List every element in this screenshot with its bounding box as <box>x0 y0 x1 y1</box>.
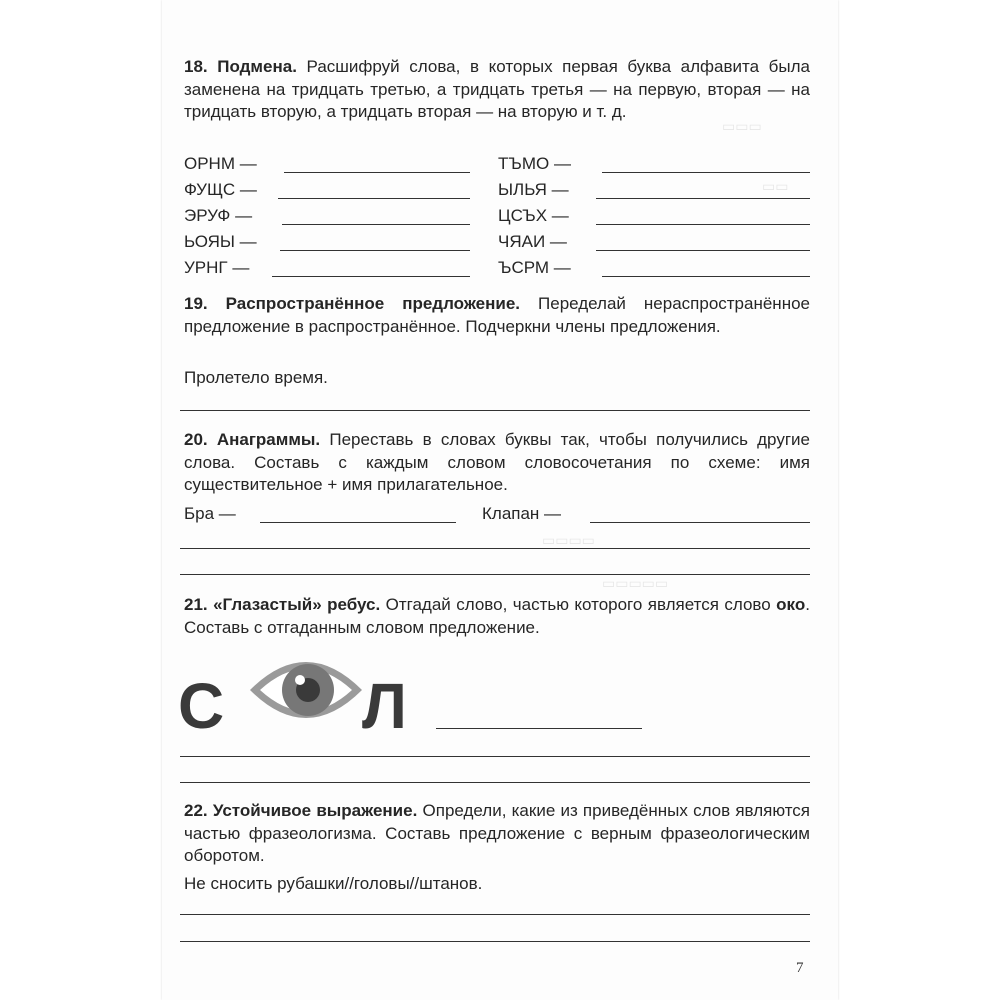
answer-line[interactable] <box>180 782 810 783</box>
task-18-word-right-5: ЪСРМ — <box>498 258 571 277</box>
answer-line[interactable] <box>284 172 470 173</box>
bleed-through-decoration: ▭▭ <box>762 178 789 194</box>
task-18-word-right-3: ЦСЪХ — <box>498 206 569 225</box>
answer-line[interactable] <box>180 410 810 411</box>
answer-line[interactable] <box>180 574 810 575</box>
answer-line[interactable] <box>280 250 470 251</box>
answer-line[interactable] <box>180 941 810 942</box>
task-21-title: «Глазастый» ребус. <box>213 595 381 614</box>
task-22-example: Не сносить рубашки//головы//штанов. <box>184 874 483 893</box>
task-22-title: Устойчивое выражение. <box>212 801 418 820</box>
answer-line[interactable] <box>282 224 470 225</box>
task-18-text <box>184 56 810 124</box>
task-21-text <box>184 594 810 639</box>
task-20-title: Анаграммы. <box>216 430 321 449</box>
answer-line[interactable] <box>590 522 810 523</box>
answer-line[interactable] <box>602 276 810 277</box>
bleed-through-decoration: ▭▭▭▭ <box>542 532 595 548</box>
task-21-number: 21. <box>184 595 208 614</box>
task-22-text <box>184 800 810 868</box>
task-21-body: Отгадай слово, частью которого является слово <box>385 595 771 614</box>
answer-line[interactable] <box>596 198 810 199</box>
task-21-body-end: . Составь с отгаданным словом предложение. <box>184 595 810 637</box>
task-18-word-left-4: ЬОЯЫ — <box>184 232 257 251</box>
task-20-word-2: Клапан — <box>482 504 562 523</box>
answer-line[interactable] <box>436 728 642 729</box>
bleed-through-decoration: ▭▭▭ <box>722 118 762 134</box>
answer-line[interactable] <box>180 756 810 757</box>
task-19-body: Переделай нераспространённое предложение в распространённое. Подчеркни члены предложения. <box>184 294 810 336</box>
task-18-title: Подмена. <box>217 57 297 76</box>
task-18-word-left-5: УРНГ — <box>184 258 250 277</box>
workbook-page <box>162 0 838 1000</box>
task-18-word-right-2: ЫЛЬЯ — <box>498 180 569 199</box>
rebus-letter-left: С <box>178 670 225 742</box>
task-18-word-right-1: ТЪМО — <box>498 154 571 173</box>
task-18-body: Расшифруй слова, в которых первая буква алфавита была заменена на тридцать третью, а тридцать третья — на первую, вторая — на тридцать вторую, а тридцать вторая — на вторую и т. д. <box>184 57 810 121</box>
task-19-number: 19. <box>184 294 208 313</box>
task-18-word-right-4: ЧЯАИ — <box>498 232 567 251</box>
task-21-keyword: око <box>776 595 806 614</box>
page-number: 7 <box>796 960 804 976</box>
task-22-body: Определи, какие из приведённых слов являются частью фразеологизма. Составь предложение с верным фразеологическим оборотом. <box>184 801 811 865</box>
task-19-text <box>184 293 810 338</box>
task-20-number: 20. <box>184 430 208 449</box>
answer-line[interactable] <box>596 224 810 225</box>
rebus-letter-right: Л <box>362 670 407 742</box>
task-20-text <box>184 429 810 497</box>
answer-line[interactable] <box>260 522 456 523</box>
answer-line[interactable] <box>180 548 810 549</box>
task-22-number: 22. <box>184 801 208 820</box>
task-20-word-1: Бра — <box>184 504 236 523</box>
task-20-body: Переставь в словах буквы так, чтобы получились другие слова. Составь с каждым словом словосочетания по схеме: имя существительное + имя прилагательное. <box>184 430 810 494</box>
answer-line[interactable] <box>278 198 470 199</box>
task-19-example: Пролетело время. <box>184 368 328 387</box>
answer-line[interactable] <box>272 276 470 277</box>
eye-icon <box>246 642 366 738</box>
task-19-title: Распространённое предложение. <box>225 294 521 313</box>
task-18-word-left-1: ОРНМ — <box>184 154 257 173</box>
task-18-number: 18. <box>184 57 208 76</box>
answer-line[interactable] <box>180 914 810 915</box>
answer-line[interactable] <box>596 250 810 251</box>
task-18-word-left-2: ФУЩС — <box>184 180 257 199</box>
answer-line[interactable] <box>602 172 810 173</box>
task-18-word-left-3: ЭРУФ — <box>184 206 253 225</box>
bleed-through-decoration: ▭▭▭▭▭ <box>602 575 669 591</box>
